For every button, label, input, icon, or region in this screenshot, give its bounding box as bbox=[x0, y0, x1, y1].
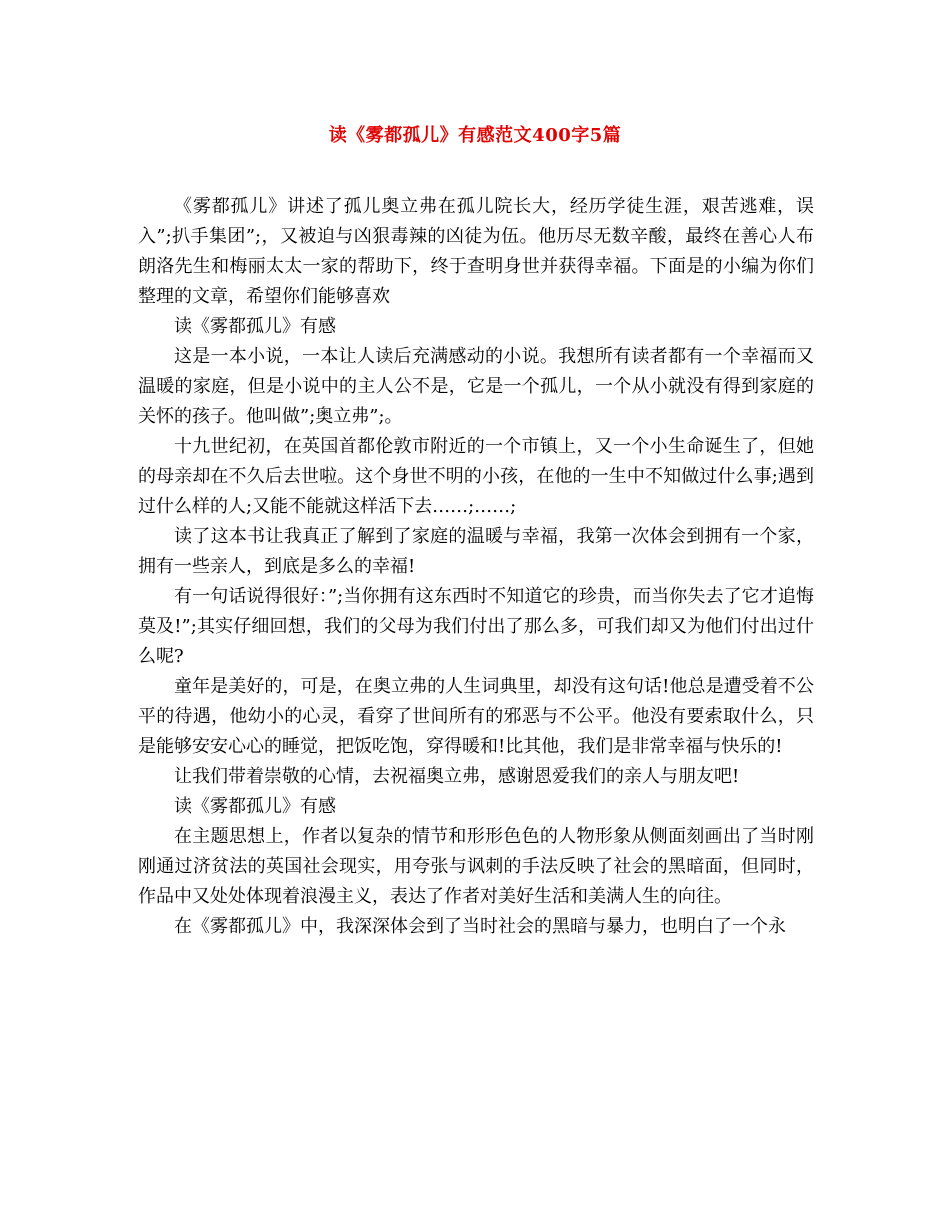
section-heading: 读《雾都孤儿》有感 bbox=[174, 796, 336, 817]
section-heading: 读《雾都孤儿》有感 bbox=[174, 316, 336, 337]
document-title: 读《雾都孤儿》有感范文400字5篇 bbox=[328, 125, 622, 146]
body-paragraph: 童年是美好的，可是，在奥立弗的人生词典里，却没有这句话!他总是遭受着不公平的待遇，他幼小的心灵，看穿了世间所有的邪恶与不公平。他没有要索取什么，只是能够安安心心的睡觉，把饭吃饱，穿得暖和!比其他，我们是非常幸福与快乐的! bbox=[138, 676, 814, 757]
intro-paragraph: 《雾都孤儿》讲述了孤儿奥立弗在孤儿院长大，经历学徒生涯，艰苦逃难，误入”;扒手集团”;，又被迫与凶狠毒辣的凶徒为伍。他历尽无数辛酸，最终在善心人布朗洛先生和梅丽太太一家的帮助下，终于查明身世并获得幸福。下面是的小编为你们整理的文章，希望你们能够喜欢 bbox=[138, 196, 814, 307]
body-paragraph: 有一句话说得很好：”;当你拥有这东西时不知道它的珍贵，而当你失去了它才追悔莫及!”;其实仔细回想，我们的父母为我们付出了那么多，可我们却又为他们付出过什么呢? bbox=[138, 586, 814, 667]
body-paragraph: 让我们带着崇敬的心情，去祝福奥立弗，感谢恩爱我们的亲人与朋友吧! bbox=[174, 766, 740, 787]
document-body bbox=[138, 192, 814, 942]
body-paragraph: 读了这本书让我真正了解到了家庭的温暖与幸福，我第一次体会到拥有一个家，拥有一些亲人，到底是多么的幸福! bbox=[138, 526, 814, 577]
body-paragraph: 在主题思想上，作者以复杂的情节和形形色色的人物形象从侧面刻画出了当时刚刚通过济贫法的英国社会现实，用夸张与讽刺的手法反映了社会的黑暗面，但同时，作品中又处处体现着浪漫主义，表达了作者对美好生活和美满人生的向往。 bbox=[138, 826, 814, 907]
body-paragraph: 这是一本小说，一本让人读后充满感动的小说。我想所有读者都有一个幸福而又温暖的家庭，但是小说中的主人公不是，它是一个孤儿，一个从小就没有得到家庭的关怀的孩子。他叫做”;奥立弗”;。 bbox=[138, 346, 814, 427]
body-paragraph: 在《雾都孤儿》中，我深深体会到了当时社会的黑暗与暴力，也明白了一个永 bbox=[174, 916, 786, 937]
body-paragraph: 十九世纪初，在英国首都伦敦市附近的一个市镇上，又一个小生命诞生了，但她的母亲却在不久后去世啦。这个身世不明的小孩，在他的一生中不知做过什么事;遇到过什么样的人;又能不能就这样活下去……;……; bbox=[138, 436, 814, 517]
